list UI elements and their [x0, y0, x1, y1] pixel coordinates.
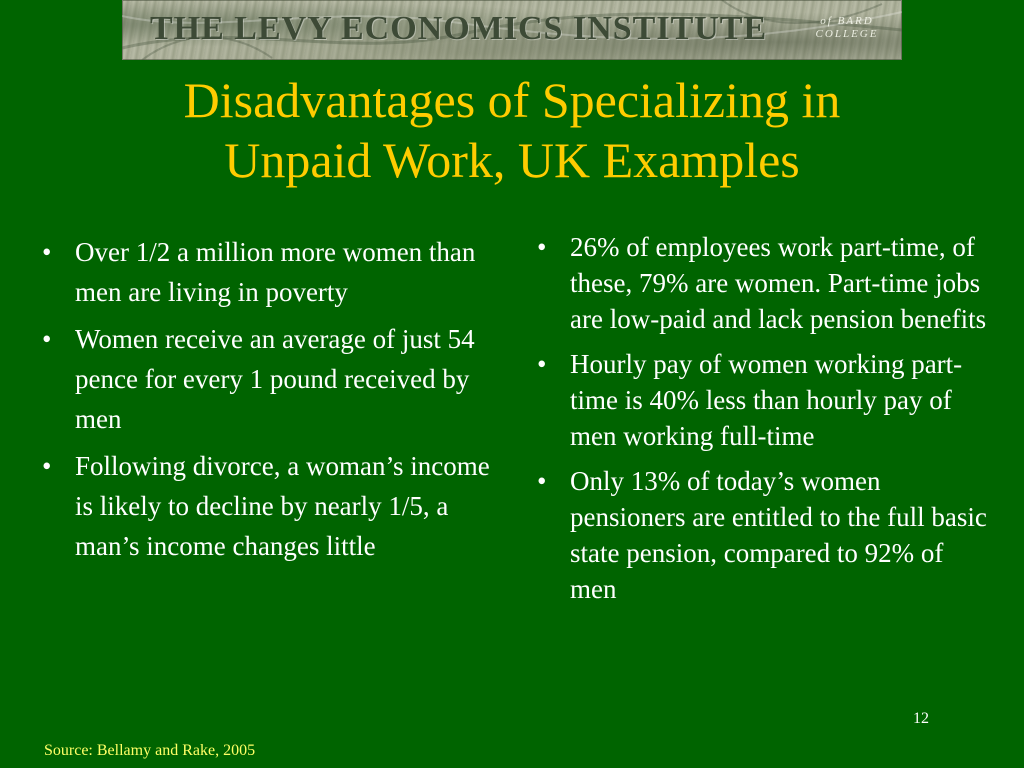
banner-subtitle-line2: COLLEGE [815, 28, 879, 40]
bullet-item: • Hourly pay of women working part-time is 40% less than hourly pay of men working full-time [537, 346, 987, 454]
banner-subtitle [802, 15, 892, 41]
source-citation: Source: Bellamy and Rake, 2005 [44, 742, 256, 759]
header-banner [122, 0, 902, 60]
bullet-item: • Only 13% of today’s women pensioners are entitled to the full basic state pension, compared to 92% of men [537, 463, 987, 607]
banner-title: THE LEVY ECONOMICS INSTITUTE [150, 10, 768, 47]
slide-title-line1: Disadvantages of Specializing in [183, 72, 841, 128]
slide-title [0, 70, 1024, 190]
slide-title-line2: Unpaid Work, UK Examples [224, 132, 800, 188]
page-number: 12 [913, 710, 929, 727]
bullet-item: • Over 1/2 a million more women than men are living in poverty [42, 232, 502, 312]
banner-subtitle-line1: of BARD [820, 15, 874, 27]
left-bullet-list [42, 232, 502, 573]
bullet-item: • 26% of employees work part-time, of these, 79% are women. Part-time jobs are low-paid and lack pension benefits [537, 229, 987, 337]
bullet-item: • Women receive an average of just 54 pence for every 1 pound received by men [42, 319, 502, 439]
right-bullet-list [537, 229, 987, 616]
bullet-item: • Following divorce, a woman’s income is likely to decline by nearly 1/5, a man’s income changes little [42, 446, 502, 566]
